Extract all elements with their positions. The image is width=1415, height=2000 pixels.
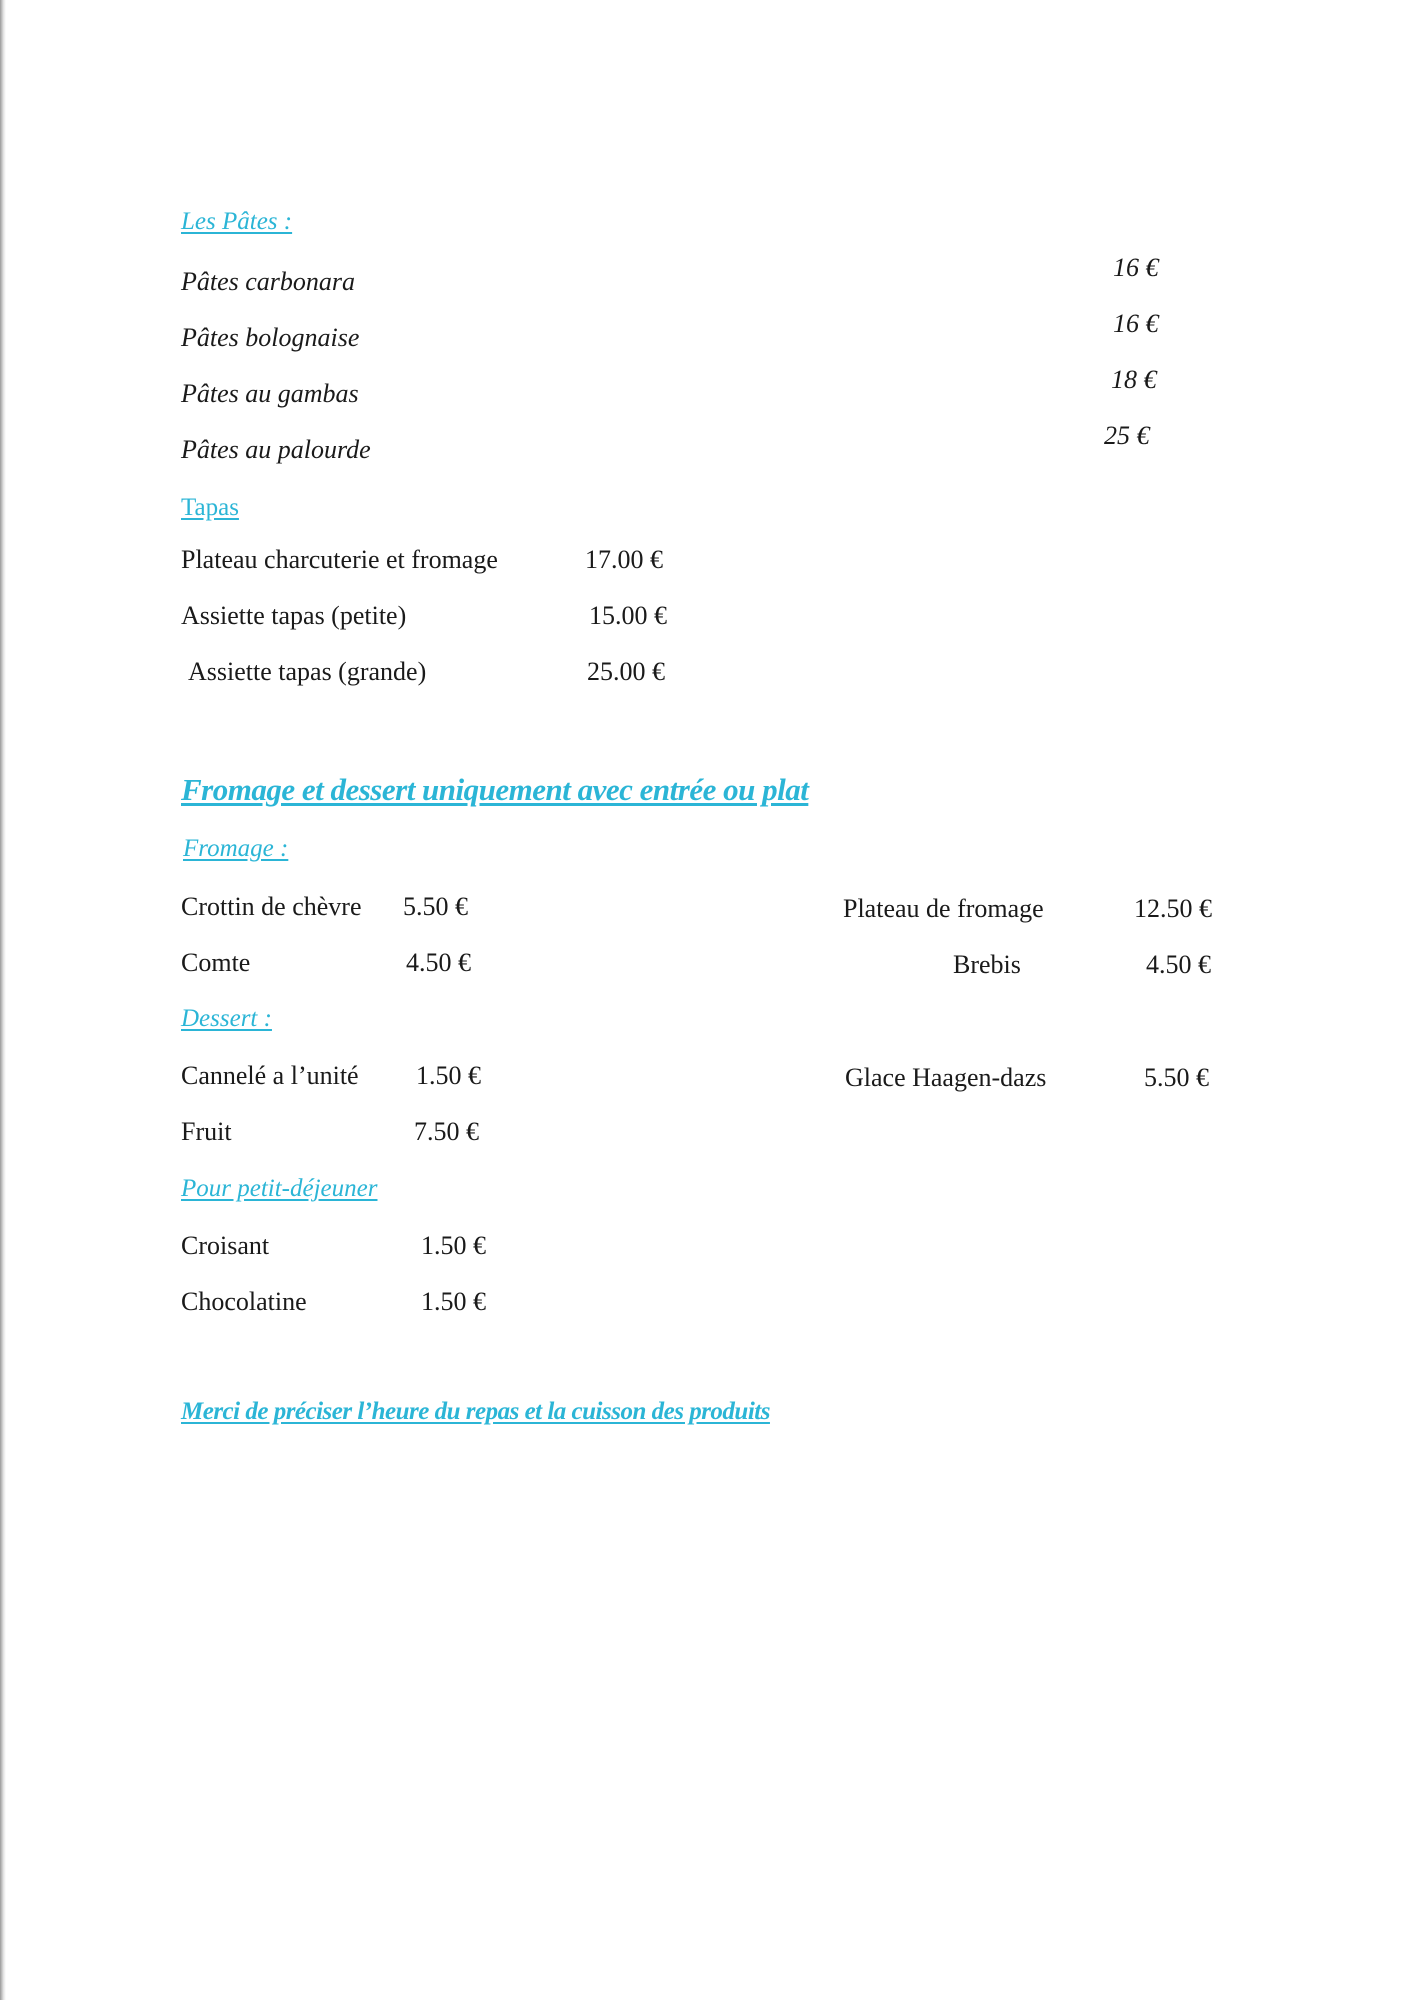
pates-item-name: Pâtes au palourde xyxy=(181,435,371,464)
fromage-item-name: Brebis xyxy=(953,950,1021,979)
tapas-item-name: Assiette tapas (grande) xyxy=(188,657,427,686)
pates-heading: Les Pâtes : xyxy=(181,208,293,235)
petit-dejeuner-item-name: Chocolatine xyxy=(181,1287,307,1316)
dessert-item-name: Fruit xyxy=(181,1117,232,1146)
footer-note: Merci de préciser l’heure du repas et la cuisson des produits xyxy=(181,1398,770,1425)
fromage-item-price: 5.50 € xyxy=(403,892,468,921)
tapas-item-price: 15.00 € xyxy=(589,601,667,630)
pates-item-name: Pâtes bolognaise xyxy=(181,323,360,352)
tapas-heading: Tapas xyxy=(181,494,239,521)
tapas-item-name: Assiette tapas (petite) xyxy=(181,601,407,630)
fromage-item-price: 4.50 € xyxy=(406,948,471,977)
pates-item-price: 16 € xyxy=(1113,309,1159,338)
pates-item-name: Pâtes au gambas xyxy=(181,379,359,408)
fromage-item-name: Comte xyxy=(181,948,251,977)
dessert-item-price: 1.50 € xyxy=(416,1061,481,1090)
pates-item-name: Pâtes carbonara xyxy=(181,267,356,296)
scan-edge-shadow xyxy=(0,0,6,2000)
petit-dejeuner-heading: Pour petit-déjeuner xyxy=(181,1175,378,1202)
petit-dejeuner-item-price: 1.50 € xyxy=(421,1231,486,1260)
pates-item-price: 18 € xyxy=(1111,365,1157,394)
fromage-heading: Fromage : xyxy=(183,835,289,862)
tapas-item-price: 17.00 € xyxy=(585,545,663,574)
fromage-item-price: 12.50 € xyxy=(1134,894,1212,923)
fromage-item-name: Plateau de fromage xyxy=(843,894,1044,923)
pates-item-price: 25 € xyxy=(1104,421,1150,450)
dessert-item-name: Glace Haagen-dazs xyxy=(845,1063,1047,1092)
tapas-item-name: Plateau charcuterie et fromage xyxy=(181,545,498,574)
fromage-item-name: Crottin de chèvre xyxy=(181,892,362,921)
fromage-item-price: 4.50 € xyxy=(1146,950,1211,979)
dessert-item-price: 7.50 € xyxy=(414,1117,479,1146)
dessert-heading: Dessert : xyxy=(181,1005,272,1032)
petit-dejeuner-item-name: Croisant xyxy=(181,1231,270,1260)
pates-item-price: 16 € xyxy=(1113,253,1159,282)
petit-dejeuner-item-price: 1.50 € xyxy=(421,1287,486,1316)
tapas-item-price: 25.00 € xyxy=(587,657,665,686)
dessert-item-name: Cannelé a l’unité xyxy=(181,1061,359,1090)
dessert-item-price: 5.50 € xyxy=(1144,1063,1209,1092)
dessert-notice-heading: Fromage et dessert uniquement avec entrée ou plat xyxy=(181,772,809,807)
